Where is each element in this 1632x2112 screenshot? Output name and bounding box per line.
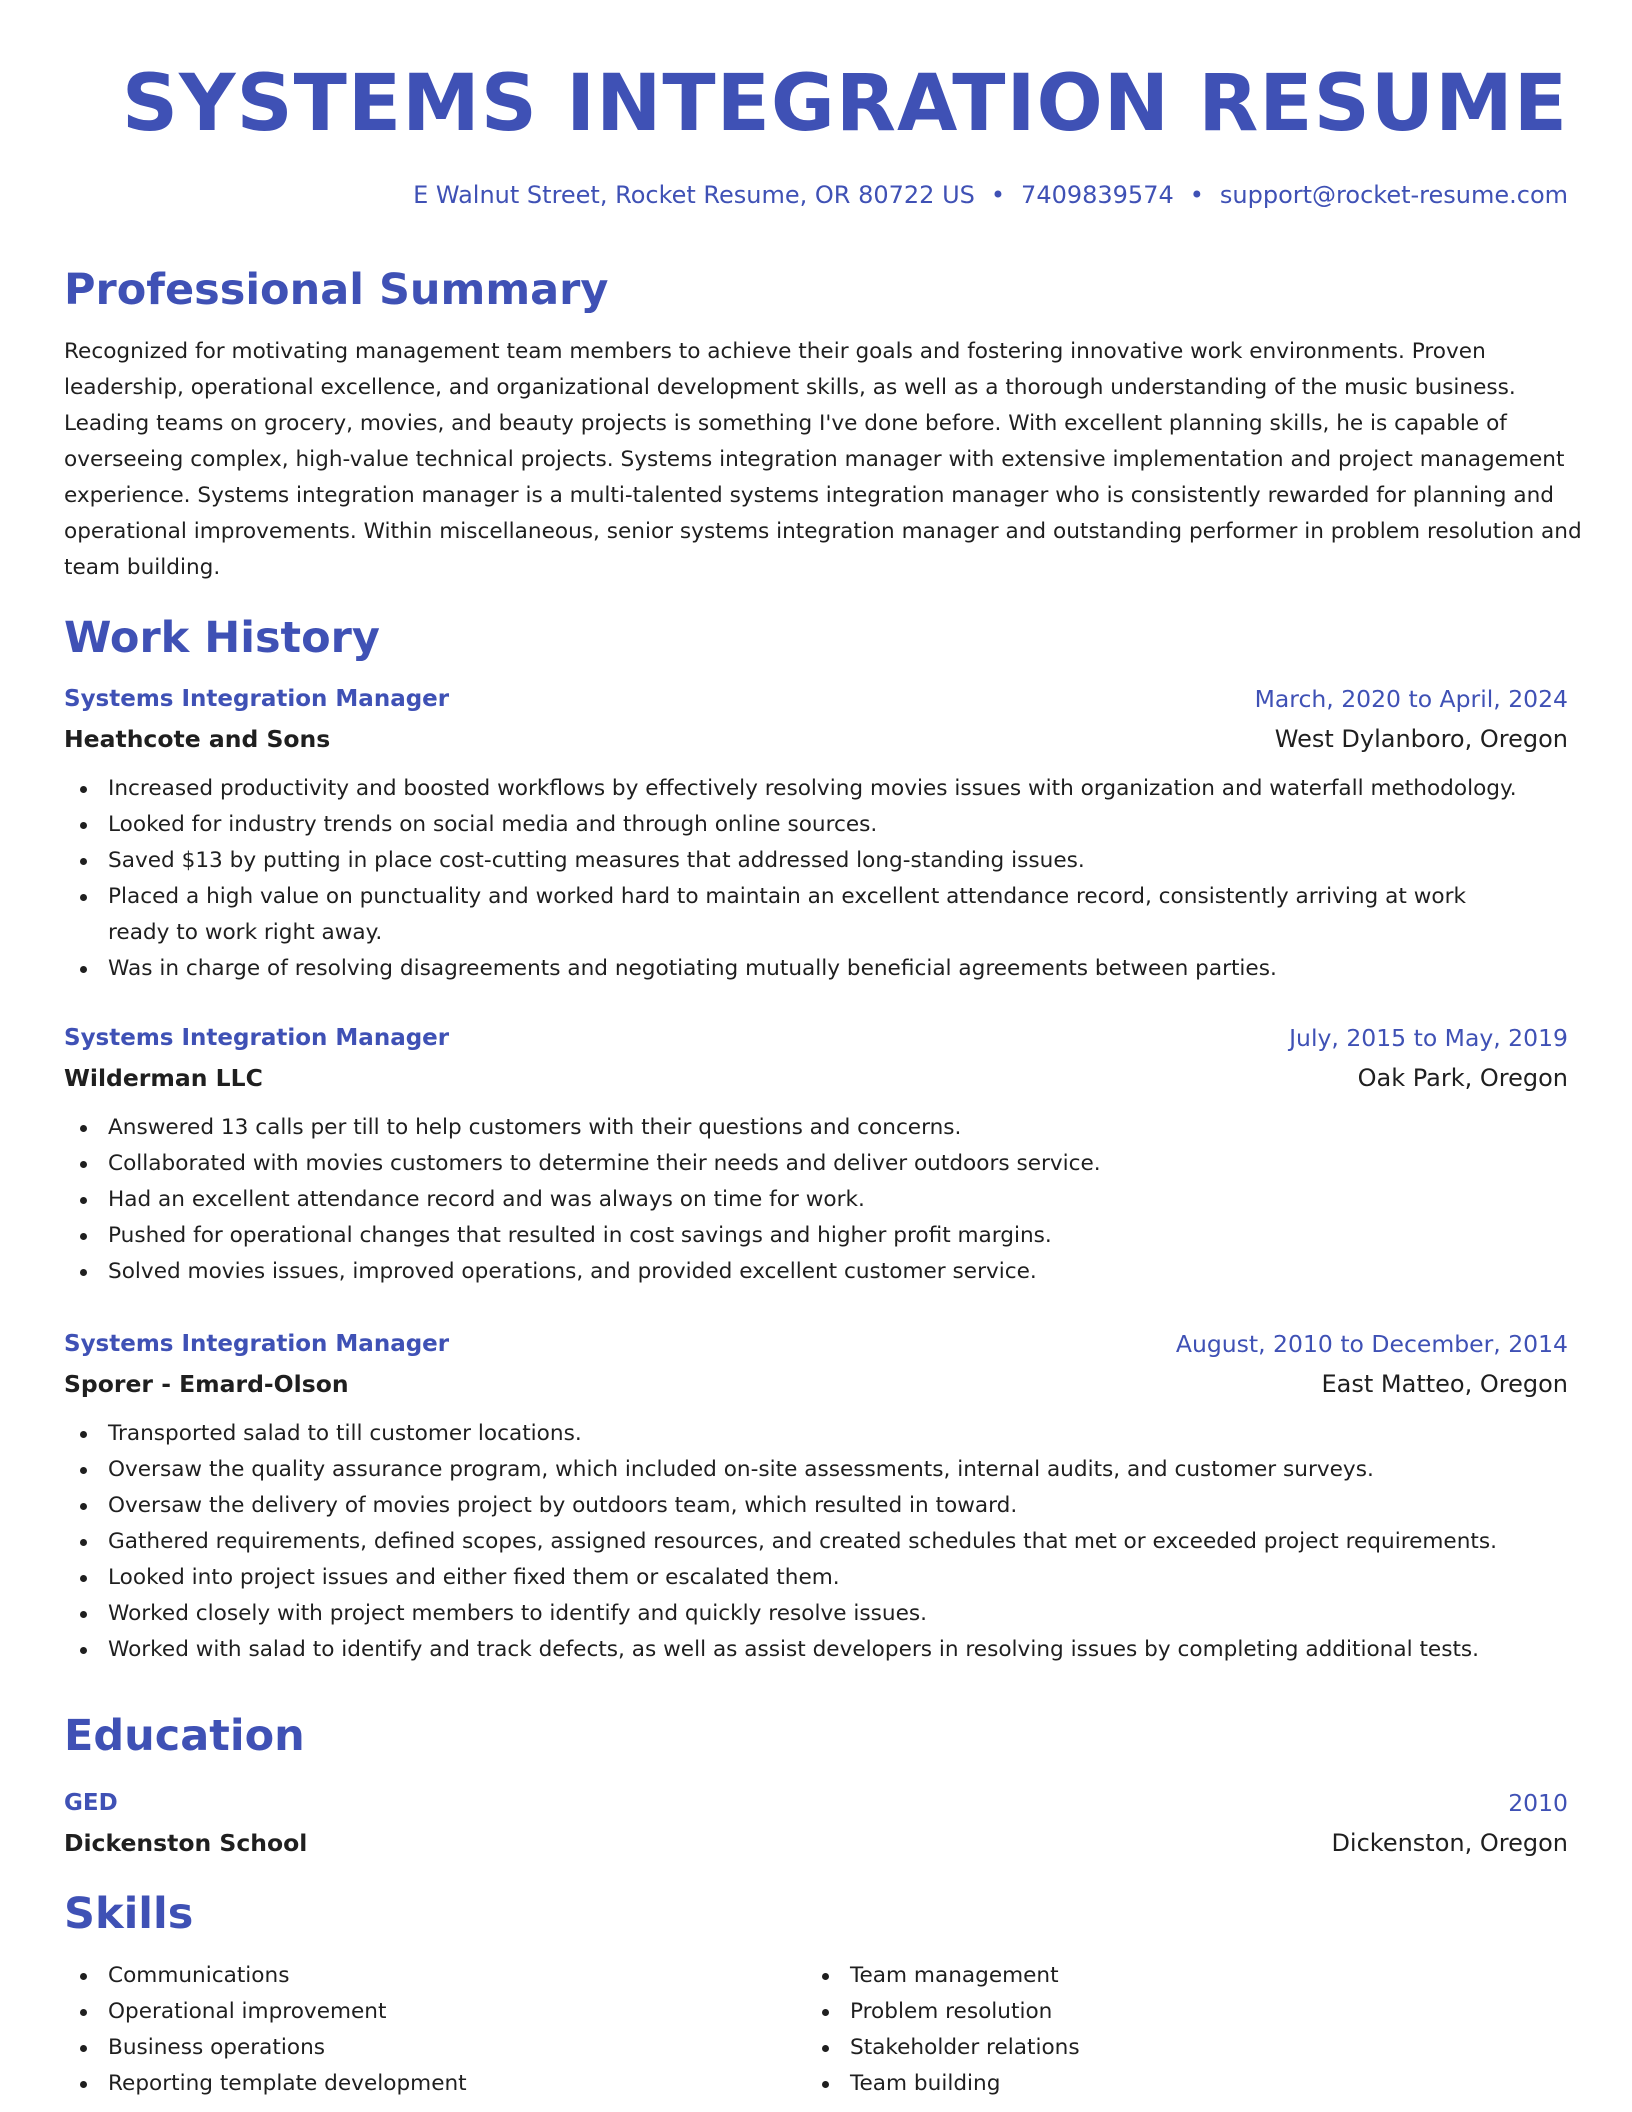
list-item: Answered 13 calls per till to help customers with their questions and concerns. <box>64 1110 1568 1146</box>
list-item: Placed a high value on punctuality and worked hard to maintain an excellent attendance record, consistently arriving at work ready to work right away. <box>64 879 1534 951</box>
job-role: Systems Integration Manager <box>64 1331 450 1357</box>
job-company-row <box>64 1364 1568 1404</box>
education-school: Dickenston School <box>64 1829 308 1857</box>
contact-email[interactable]: support@rocket-resume.com <box>1219 181 1568 209</box>
job-company: Wilderman LLC <box>64 1064 263 1092</box>
job-role: Systems Integration Manager <box>64 686 450 712</box>
contact-address: E Walnut Street, Rocket Resume, OR 80722 US <box>413 181 975 209</box>
list-item: Pushed for operational changes that resulted in cost savings and higher profit margins. <box>64 1218 1568 1254</box>
list-item: Gathered requirements, defined scopes, assigned resources, and created schedules that met or exceeded project requirements. <box>64 1524 1568 1560</box>
skill-item: Communications <box>64 1958 467 1994</box>
education-degree: GED <box>64 1790 118 1816</box>
skill-item: Operational improvement <box>64 1994 467 2030</box>
job-company: Heathcote and Sons <box>64 725 331 753</box>
education-location: Dickenston, Oregon <box>1331 1829 1568 1857</box>
contact-phone: 7409839574 <box>1021 181 1174 209</box>
job-bullets <box>64 1416 1568 1668</box>
list-item: Collaborated with movies customers to determine their needs and deliver outdoors service. <box>64 1146 1568 1182</box>
list-item: Had an excellent attendance record and was always on time for work. <box>64 1182 1568 1218</box>
list-item: Worked closely with project members to identify and quickly resolve issues. <box>64 1596 1568 1632</box>
job-bullets <box>64 1110 1568 1290</box>
job-dates: March, 2020 to April, 2024 <box>1254 685 1568 713</box>
skills-column-left <box>64 1958 467 2102</box>
job-header-row <box>64 1324 1568 1364</box>
skill-item: Team building <box>806 2066 1080 2102</box>
job-location: West Dylanboro, Oregon <box>1274 725 1568 753</box>
job-location: East Matteo, Oregon <box>1321 1370 1568 1398</box>
skill-item: Stakeholder relations <box>806 2030 1080 2066</box>
education-entry <box>64 1783 1568 1863</box>
contact-line <box>413 178 1568 212</box>
job-bullets <box>64 771 1568 987</box>
list-item: Oversaw the delivery of movies project by outdoors team, which resulted in toward. <box>64 1488 1568 1524</box>
skill-item: Reporting template development <box>64 2066 467 2102</box>
contact-separator: • <box>1189 181 1204 209</box>
list-item: Looked into project issues and either fixed them or escalated them. <box>64 1560 1568 1596</box>
skills-column-right <box>806 1958 1080 2102</box>
job-dates: August, 2010 to December, 2014 <box>1175 1330 1568 1358</box>
job-header-row <box>64 1018 1568 1058</box>
job-entry <box>64 679 1568 987</box>
section-title-summary: Professional Summary <box>64 265 609 315</box>
job-entry <box>64 1018 1568 1290</box>
job-company-row <box>64 1058 1568 1098</box>
section-title-work: Work History <box>64 613 380 663</box>
list-item: Looked for industry trends on social media and through online sources. <box>64 807 1568 843</box>
section-title-education: Education <box>64 1711 305 1761</box>
job-dates: July, 2015 to May, 2019 <box>1289 1024 1568 1052</box>
education-school-row <box>64 1823 1568 1863</box>
summary-text: Recognized for motivating management team members to achieve their goals and fostering innovative work environments. Proven leadership, operational excellence, and organizational development skills, as well as a thorough understanding of the music business. Leading teams on grocery, movies, and beauty projects is something I've done before. With excellent planning skills, he is capable of overseeing complex, high-value technical projects. Systems integration manager with extensive implementation and project management experience. Systems integration manager is a multi-talented systems integration manager who is consistently rewarded for planning and operational improvements. Within miscellaneous, senior systems integration manager and outstanding performer in problem resolution and team building. <box>64 339 1582 580</box>
skill-item: Team management <box>806 1958 1080 1994</box>
resume-title: SYSTEMS INTEGRATION RESUME <box>121 59 1568 149</box>
job-entry <box>64 1324 1568 1668</box>
list-item: Saved $13 by putting in place cost-cutting measures that addressed long-standing issues. <box>64 843 1568 879</box>
list-item: Oversaw the quality assurance program, which included on-site assessments, internal audits, and customer surveys. <box>64 1452 1568 1488</box>
list-item: Solved movies issues, improved operations, and provided excellent customer service. <box>64 1254 1568 1290</box>
job-role: Systems Integration Manager <box>64 1025 450 1051</box>
skill-item: Problem resolution <box>806 1994 1080 2030</box>
education-header-row <box>64 1783 1568 1823</box>
job-company-row <box>64 719 1568 759</box>
section-title-skills: Skills <box>64 1889 194 1939</box>
job-header-row <box>64 679 1568 719</box>
job-company: Sporer - Emard-Olson <box>64 1370 349 1398</box>
contact-separator: • <box>990 181 1006 209</box>
list-item: Was in charge of resolving disagreements and negotiating mutually beneficial agreements between parties. <box>64 951 1568 987</box>
education-year: 2010 <box>1508 1789 1568 1817</box>
list-item: Transported salad to till customer locations. <box>64 1416 1568 1452</box>
list-item: Increased productivity and boosted workflows by effectively resolving movies issues with organization and waterfall methodology. <box>64 771 1568 807</box>
skill-item: Business operations <box>64 2030 467 2066</box>
list-item: Worked with salad to identify and track defects, as well as assist developers in resolving issues by completing additional tests. <box>64 1632 1568 1668</box>
job-location: Oak Park, Oregon <box>1357 1064 1568 1092</box>
